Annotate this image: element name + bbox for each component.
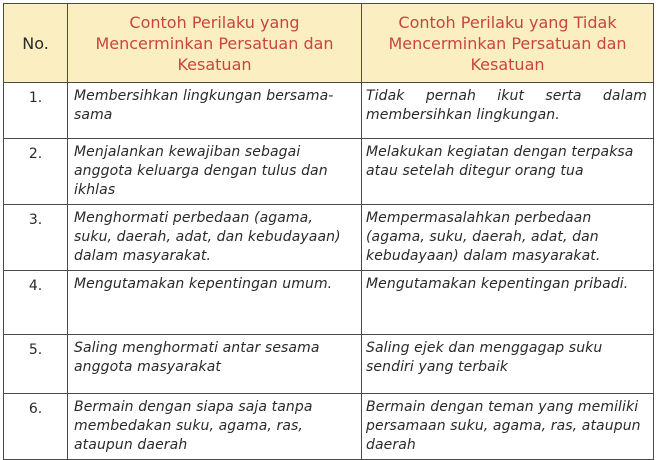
header-tidak-label: Contoh Perilaku yang Tidak Mencerminkan Persatuan dan Kesatuan: [388, 12, 627, 74]
cell-tidak: [362, 139, 654, 205]
row-number: 5.: [4, 335, 68, 394]
row-number: 3.: [4, 205, 68, 271]
cell-tidak-text: Mengutamakan kepentingan pribadi.: [366, 276, 629, 292]
cell-persatuan: [68, 394, 362, 460]
cell-persatuan-text: Bermain dengan siapa saja tanpa membedakan suku, agama, ras, ataupun daerah: [74, 399, 313, 453]
cell-tidak-text: Tidak pernah ikut serta dalam membersihkan lingkungan.: [366, 88, 647, 123]
cell-persatuan: [68, 335, 362, 394]
cell-persatuan: [68, 271, 362, 335]
behavior-table: [3, 3, 654, 460]
table-row: [4, 139, 654, 205]
cell-persatuan-text: Menjalankan kewajiban sebagai anggota keluarga dengan tulus dan ikhlas: [74, 144, 328, 198]
table-row: [4, 83, 654, 139]
cell-tidak: [362, 335, 654, 394]
cell-persatuan-text: Saling menghormati antar sesama anggota masyarakat: [74, 340, 320, 375]
table-row: [4, 271, 654, 335]
cell-persatuan-text: Menghormati perbedaan (agama, suku, daerah, adat, dan kebudayaan) dalam masyarakat.: [74, 210, 341, 264]
row-number: 1.: [4, 83, 68, 139]
header-no: No.: [4, 4, 68, 83]
cell-tidak: [362, 83, 654, 139]
cell-tidak: [362, 394, 654, 460]
cell-tidak: [362, 205, 654, 271]
header-persatuan-label: Contoh Perilaku yang Mencerminkan Persatuan dan Kesatuan: [95, 12, 334, 74]
cell-tidak: [362, 271, 654, 335]
table-header-row: [4, 4, 654, 83]
cell-tidak-text: Saling ejek dan menggagap suku sendiri yang terbaik: [366, 340, 603, 375]
header-persatuan: [68, 4, 362, 83]
cell-persatuan-text: Membersihkan lingkungan bersama-sama: [74, 88, 334, 123]
cell-persatuan: [68, 139, 362, 205]
cell-persatuan-text: Mengutamakan kepentingan umum.: [74, 276, 333, 292]
cell-tidak-text: Bermain dengan teman yang memiliki persamaan suku, agama, ras, ataupun daerah: [366, 399, 641, 453]
table-row: [4, 205, 654, 271]
cell-tidak-text: Melakukan kegiatan dengan terpaksa atau setelah ditegur orang tua: [366, 144, 634, 179]
row-number: 4.: [4, 271, 68, 335]
row-number: 2.: [4, 139, 68, 205]
cell-tidak-text: Mempermasalahkan perbedaan (agama, suku, daerah, adat, dan kebudayaan) dalam masyarakat.: [366, 210, 601, 264]
table-row: [4, 394, 654, 460]
cell-persatuan: [68, 83, 362, 139]
table-row: [4, 335, 654, 394]
cell-persatuan: [68, 205, 362, 271]
row-number: 6.: [4, 394, 68, 460]
header-tidak: [362, 4, 654, 83]
